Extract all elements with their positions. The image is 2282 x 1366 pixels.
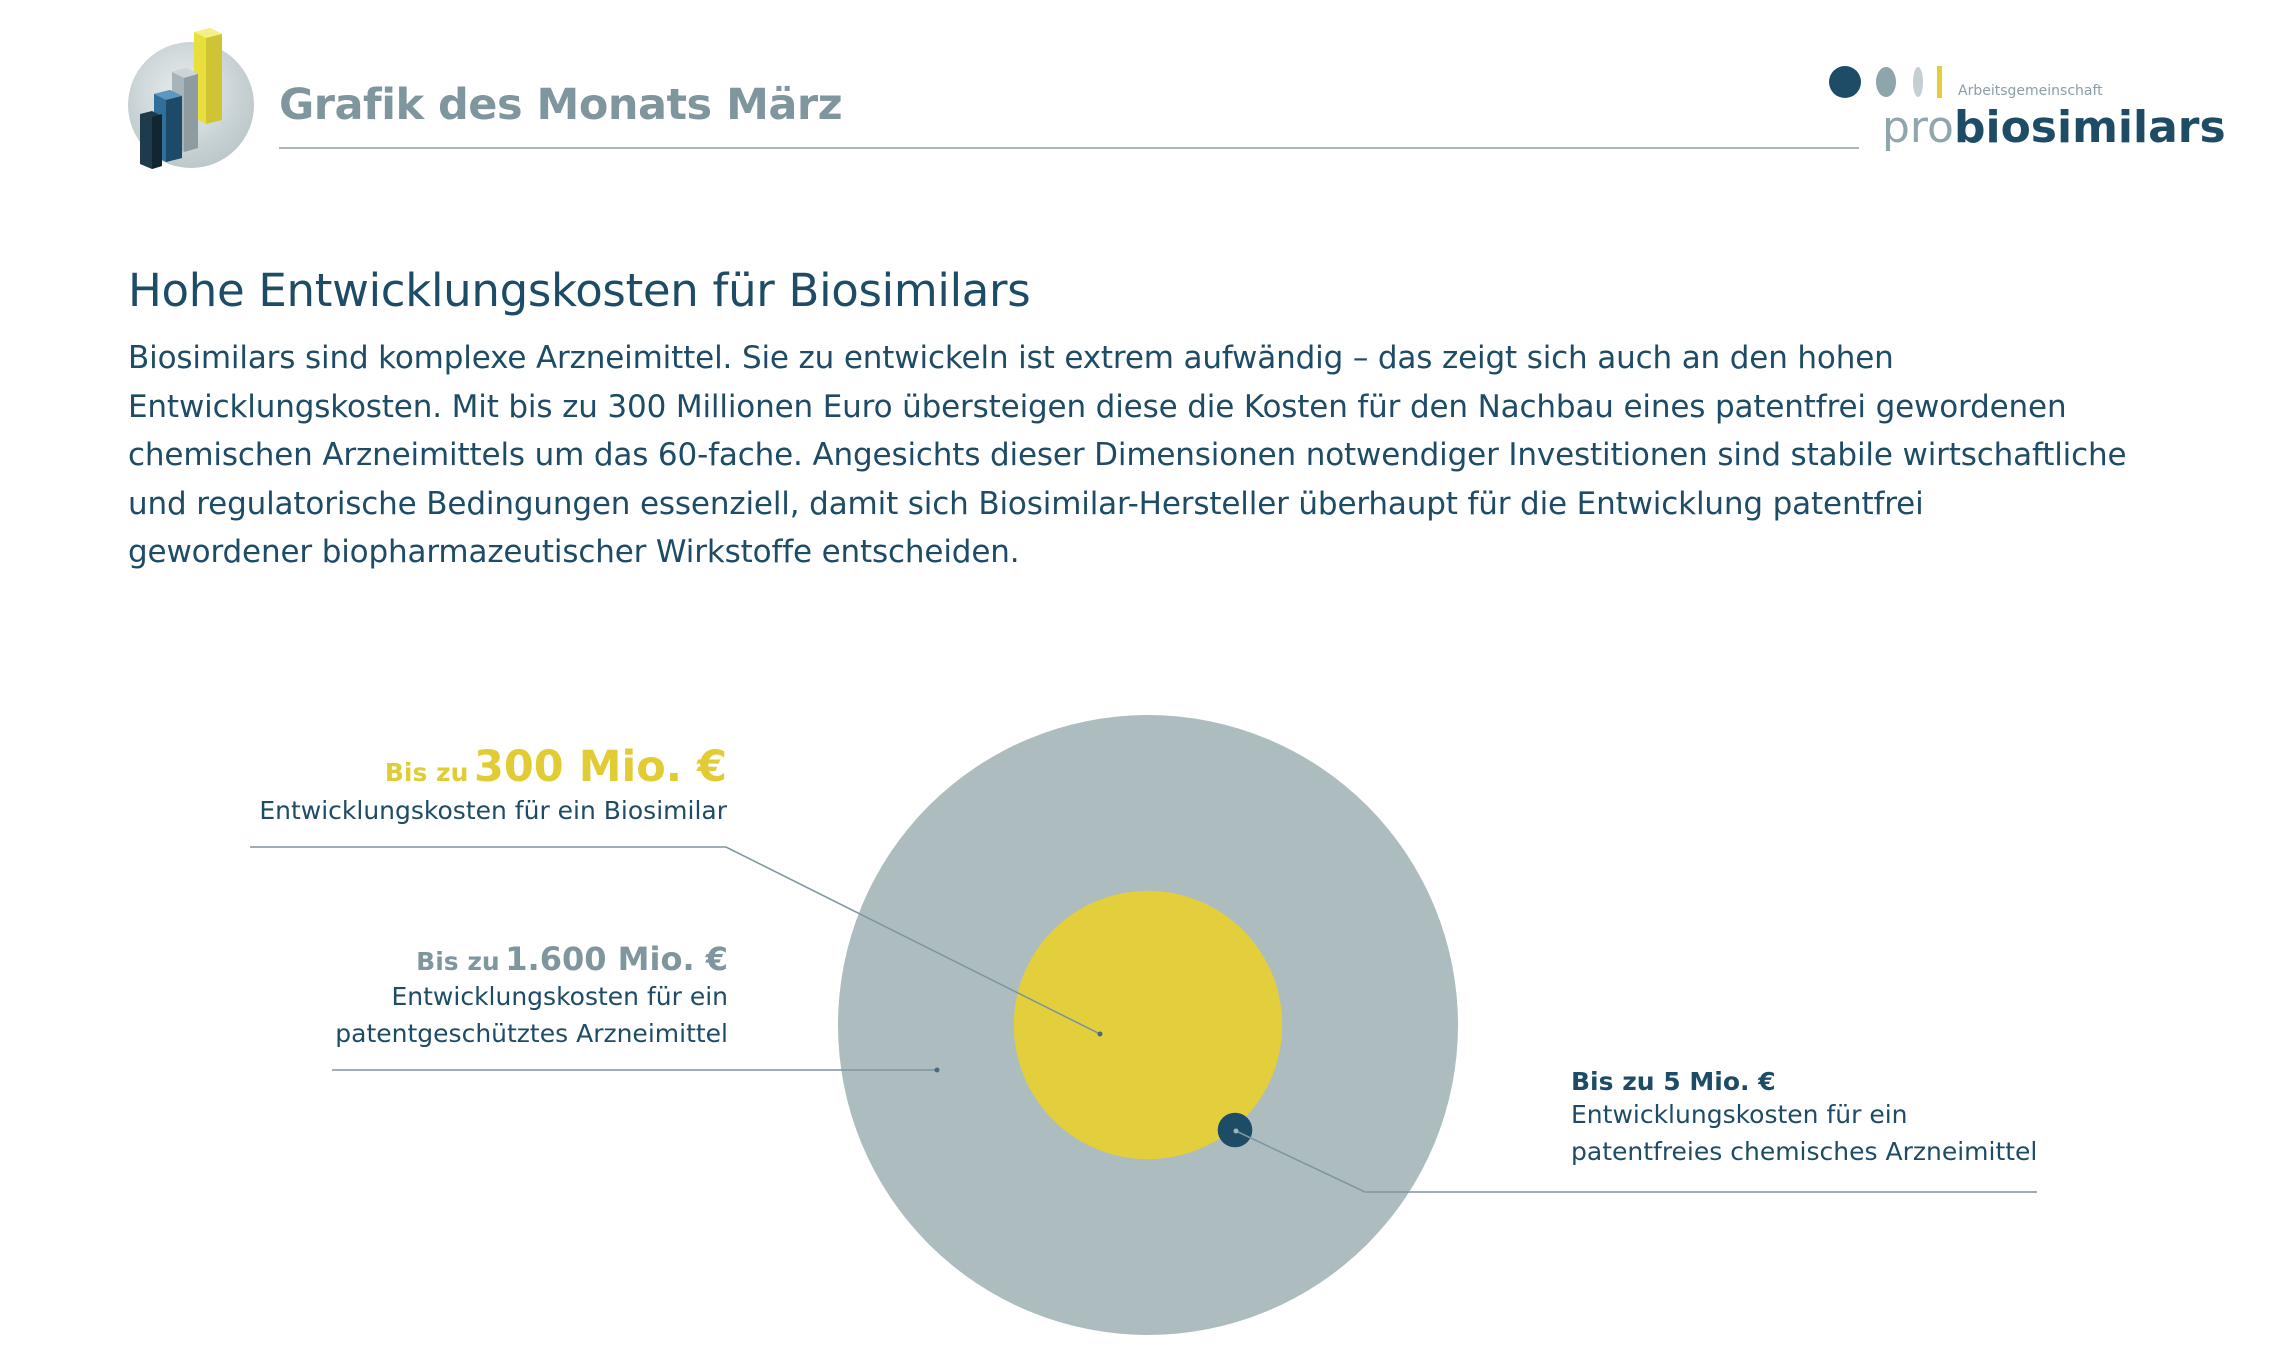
label-biosimilar [250,742,727,829]
logo-word-pro: pro [1882,102,1954,153]
label-prefix: Bis zu [384,758,469,787]
main-heading: Hohe Entwicklungskosten für Biosimilars [128,264,1031,317]
intro-line: gewordener biopharmazeutischer Wirkstoffe entscheiden. [128,534,1020,570]
page-title: Grafik des Monats März [279,80,843,130]
label-generic-drug [1571,1067,2131,1170]
logo-word-biosimilars: biosimilars [1953,102,2226,153]
label-prefix: Bis zu [416,947,500,976]
label-description: patentfreies chemisches Arzneimittel [1571,1137,2038,1166]
label-description: Entwicklungskosten für ein [1571,1100,1908,1129]
label-value: 5 Mio. € [1663,1067,1776,1096]
logo-subtitle: Arbeitsgemeinschaft [1958,83,2103,99]
leader-dot-1600 [935,1068,940,1073]
label-prefix: Bis zu [1571,1067,1655,1096]
label-value: 1.600 Mio. € [505,940,728,978]
intro-line: Entwicklungskosten. Mit bis zu 300 Millionen Euro übersteigen diese die Kosten für den Nachbau eines patentfrei gewordenen [128,388,2067,425]
label-value: 300 Mio. € [473,742,727,792]
label-description: Entwicklungskosten für ein Biosimilar [259,796,727,825]
intro-line: und regulatorische Bedingungen essenziell, damit sich Biosimilar-Hersteller überhaupt für die Entwicklung patentfrei [128,485,1924,522]
label-description: patentgeschütztes Arzneimittel [335,1019,728,1048]
label-patented-drug [250,940,728,1052]
intro-line: chemischen Arzneimittels um das 60-fache. Angesichts dieser Dimensionen notwendiger Investitionen sind stabile wirtschaftliche [128,437,2127,473]
leader-dot-5 [1234,1129,1239,1134]
leader-dot-300 [1098,1032,1103,1037]
intro-line: Biosimilars sind komplexe Arzneimittel. Sie zu entwickeln ist extrem aufwändig – das zeigt sich auch an den hohen [128,340,1894,376]
label-description: Entwicklungskosten für ein [391,982,728,1011]
